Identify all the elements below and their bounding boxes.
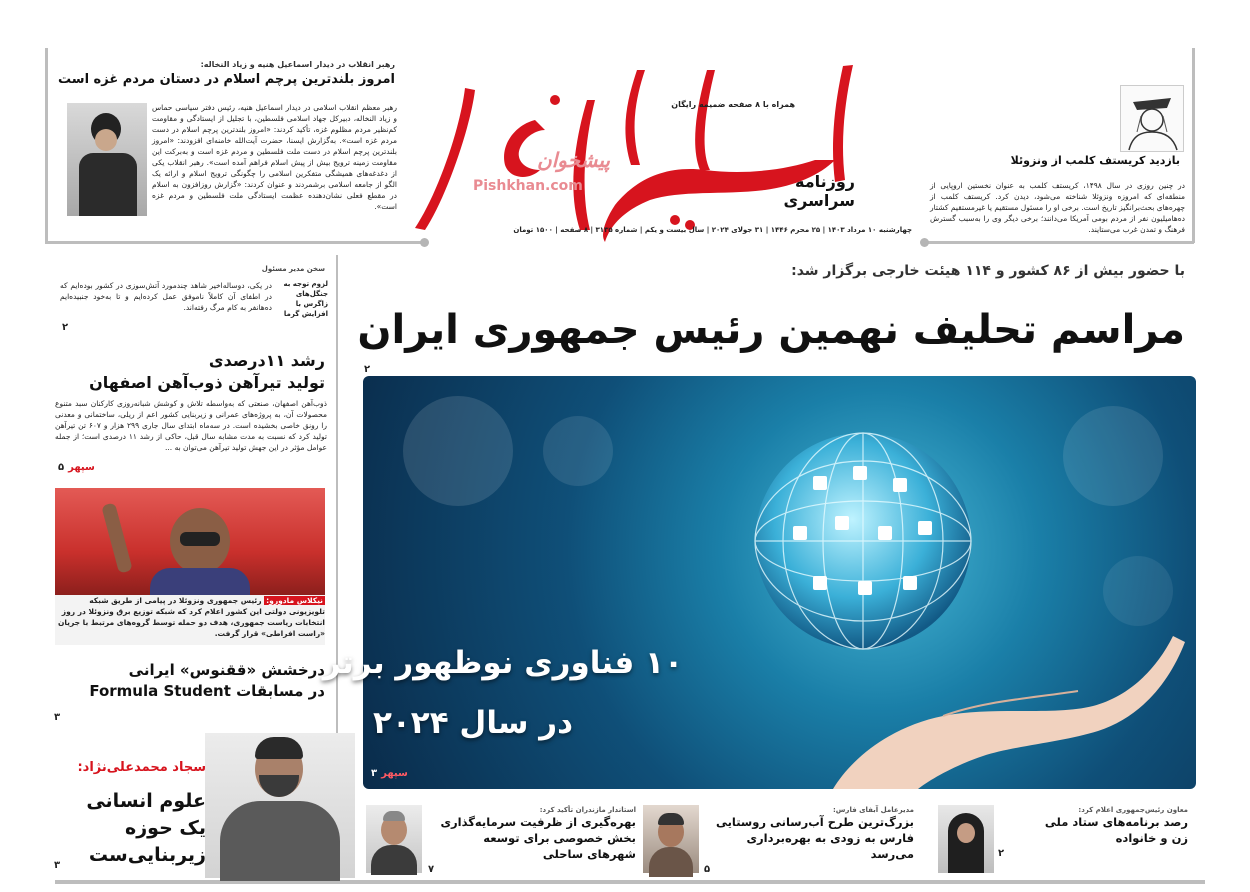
bottom-page-2: ۵ [704, 864, 711, 875]
main-headline[interactable]: مراسم تحلیف نهمین رئیس جمهوری ایران [357, 307, 1185, 353]
phoenix-title-1[interactable]: درخشش «ققنوس» ایرانی [128, 661, 325, 679]
bottom-photo-2 [643, 805, 699, 873]
headline-page-ref: ۲ [364, 364, 371, 375]
opinion-line-3[interactable]: زیربنایی‌ست [88, 844, 206, 866]
opinion-line-2[interactable]: یک حوزه [125, 817, 206, 839]
watermark-fa: پیشخوان [537, 148, 610, 172]
bottom-story-1[interactable] [998, 806, 1188, 859]
opinion-author: سجاد محمدعلی‌نژاد: [77, 760, 206, 775]
maduro-photo[interactable] [55, 488, 325, 595]
opinion-page-ref: ۳ [54, 860, 61, 871]
masthead [415, 30, 885, 245]
maduro-name: نیکلاس مادورو: [266, 596, 323, 605]
main-kicker: با حضور بیش از ۸۶ کشور و ۱۱۴ هیئت خارجی برگزار شد: [791, 263, 1185, 279]
image-title-line2: در سال ۲۰۲۴ [372, 705, 573, 741]
bottom-photo-3 [366, 805, 422, 873]
steel-footer [58, 462, 95, 473]
bottom-title-1[interactable]: رصد برنامه‌های ستاد ملی زن و خانواده [1044, 815, 1188, 845]
bottom-story-3[interactable] [428, 806, 636, 875]
columbus-portrait [1120, 85, 1184, 152]
masthead-logo [415, 30, 885, 245]
hand-illustration [833, 606, 1193, 789]
bottom-page-3: ۷ [428, 864, 435, 875]
phoenix-page-ref: ۳ [54, 712, 61, 723]
image-title-line1: ۱۰ فناوری نوظهور برتر [322, 645, 683, 681]
leader-photo [67, 103, 147, 216]
top-right-body: در چنین روزی در سال ۱۴۹۸، کریستف کلمب به عنوان نخستین اروپایی از منطقه‌ای که امروزه ونزوئلا شناخته می‌شود، دیدن کرد. کریستف کلمب از چهره‌های بحث‌برانگیز تاریخ است. برخی او را مسئول مستقیم یا غیرمستقیم کشتار ده‌هامیلیون نفر از مردم بومی آمریکا می‌دانند؛ برخی دیگر وی را به‌سبب گسترش فرهنگ و تمدن غرب می‌ستایند. [930, 181, 1185, 234]
editorial-page-ref: ۲ [62, 322, 69, 333]
opinion-line-1[interactable]: علوم انسانی [86, 790, 206, 812]
top-left-title[interactable]: امروز بلندترین پرچم اسلام در دستان مردم غزه است [58, 72, 395, 87]
bottom-photo-1 [938, 805, 994, 873]
editorial-body: در یکی، دوساله‌اخیر شاهد چندمورد آتش‌سوزی در کشور بوده‌ایم که در اطفای آن کاملاً ناموفق عمل کرده‌ایم و تا به‌خود جنبیده‌ایم ده‌هانفر به کام مرگ رفته‌اند. [60, 281, 272, 312]
maduro-caption-box [55, 595, 325, 645]
steel-body: ذوب‌آهن اصفهان، صنعتی که به‌واسطه تلاش و کوشش شبانه‌روزی کارکنان سبد متنوع محصولات آن، به پروژه‌های عمرانی و زیربنایی کشور اعم از ریلی، ساختمانی و معدنی را رونق خاصی بخشیده است. در سه‌ماه ابتدای سال جاری ۲۹۹ هزار و ۶۰۷ تن تیرآهن تولید کرد که نسبت به مدت مشابه سال قبل، حاکی از رشد ۱۱ درصدی است؛ از جمله عوامل مؤثر در این جهش تولید تیرآهن می‌توان به ... [55, 399, 328, 452]
top-right-title[interactable]: بازدید کریستف کلمب از ونزوئلا [1010, 154, 1180, 167]
steel-title-2[interactable]: تولید تیرآهن ذوب‌آهن اصفهان [89, 373, 325, 392]
watermark-en: Pishkhan.com [473, 178, 583, 194]
top-left-body: رهبر معظم انقلاب اسلامی در دیدار اسماعیل هنیه، رئیس دفتر سیاسی حماس و زیاد النخاله، دبیرکل جهاد اسلامی فلسطین، با تجلیل از ایستادگی و مقاومت کم‌نظیر مردم مظلوم غزه، تأکید کردند: «امروز بلندترین پرچم اسلام در دست مردم غزه است». به‌گزارش ایسنا، حضرت آیت‌الله خامنه‌ای افزودند: «امروز بلندترین پرچم اسلام در دست ملت فلسطین و مردم غزه است و به‌برکت این مقاومت زمینه ترویج بیش از پیش اسلام فراهم آمده است». رهبر انقلاب یکی از دغدغه‌های همیشگی متفکرین اسلامی را چگونگی ترویج اسلام و ارائه یک الگو از جامعه اسلامی برشمردند و عنوان کردند: «گزارش روزافزون به اسلام در مقطع فعلی نشان‌دهنده عظمت ایستادگی ملت فلسطین و مردم غزه است». [152, 103, 397, 211]
maduro-caption: رئیس جمهوری ونزوئلا در پیامی از طریق شبکه تلویزیونی دولتی این کشور اعلام کرد که شبکه توزیع برق ونزوئلا در روز انتخابات ریاست جمهوری، هدف دو حمله توسط گروه‌های مرتبط با جریان «راست افراطی» قرار گرفت. [57, 596, 325, 638]
phoenix-title-2[interactable]: در مسابقات Formula Student [89, 682, 325, 700]
issue-line: چهارشنبه ۱۰ مرداد ۱۴۰۳ | ۲۵ محرم ۱۴۴۶ | ۳۱ جولای ۲۰۲۴ | سال بیست و یکم | شماره ۳۱۳۵ | ۸ صفحه | ۱۵۰۰ تومان [513, 226, 912, 234]
steel-title-1[interactable]: رشد ۱۱درصدی [208, 351, 325, 370]
image-footer [371, 768, 408, 779]
bottom-title-3[interactable]: بهره‌گیری از ظرفیت سرمایه‌گذاری بخش خصوصی برای توسعه شهرهای ساحلی [440, 815, 636, 861]
image-brand: سپهر [381, 768, 408, 779]
steel-page-ref: ۵ [58, 462, 65, 473]
top-left-story [55, 60, 395, 87]
bottom-kicker-3: استاندار مازندران تأکید کرد: [539, 806, 636, 814]
steel-brand: سپهر [68, 462, 95, 473]
supplement-note: همراه با ۸ صفحه ضمیمه رایگان [671, 100, 795, 109]
editorial-label: سخن مدیر مسئول [261, 265, 325, 273]
image-page-ref: ۳ [371, 768, 378, 779]
opinion-author-photo [205, 733, 355, 878]
columbus-sketch-icon [1121, 86, 1183, 151]
main-tech-image[interactable] [322, 376, 1196, 789]
top-left-kicker: رهبر انقلاب در دیدار اسماعیل هنیه و زیاد النخاله: [200, 60, 395, 69]
bottom-title-2[interactable]: بزرگ‌ترین طرح آب‌رسانی روستایی فارس به زودی به بهره‌برداری می‌رسد [715, 815, 914, 861]
editorial-tag[interactable]: لزوم توجه به جنگل‌های زاگرس با افزایش گرما [283, 280, 328, 318]
bottom-story-2[interactable] [704, 806, 914, 875]
bottom-kicker-2: مدیرعامل آبفای فارس: [832, 806, 914, 814]
masthead-subtitle: روزنامه سراسری [783, 172, 855, 210]
bottom-page-1: ۲ [998, 848, 1005, 859]
bottom-kicker-1: معاون رئیس‌جمهوری اعلام کرد: [1078, 806, 1188, 814]
